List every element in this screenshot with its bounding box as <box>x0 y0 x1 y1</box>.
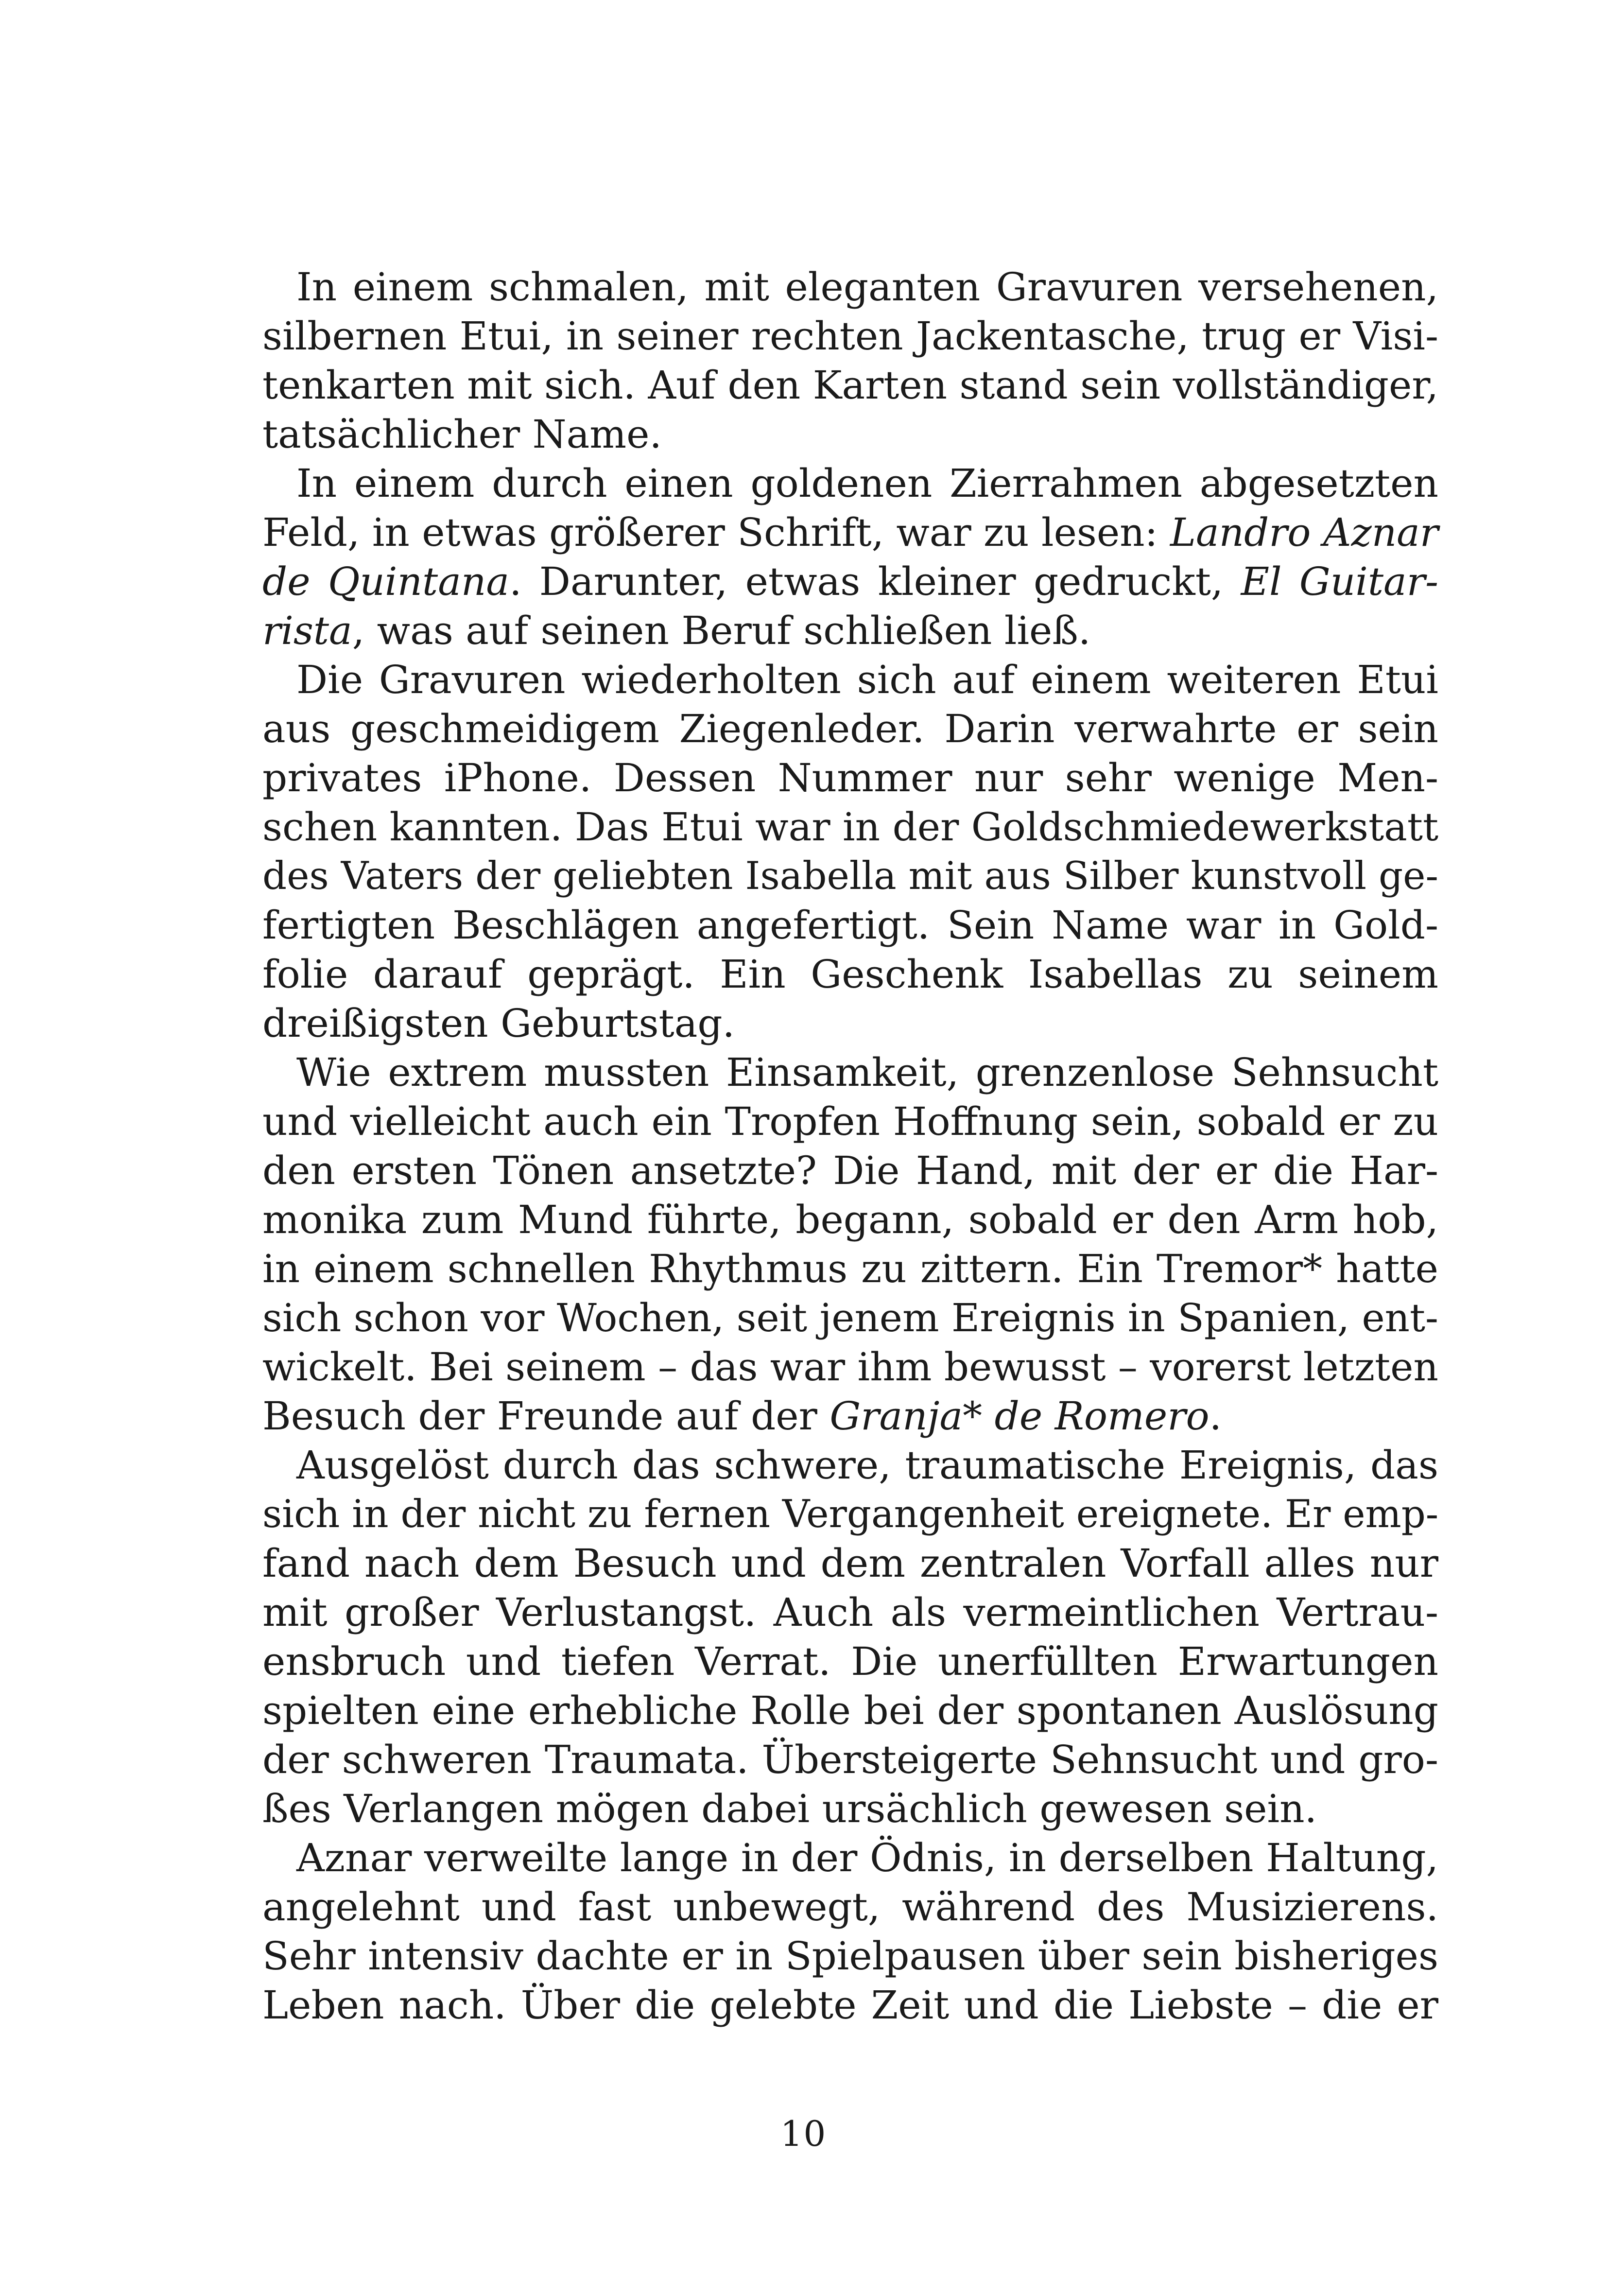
text-run: sich schon vor Wochen, seit jenem Ereignis in Spanien, ent- <box>262 1295 1438 1340</box>
text-line <box>262 1784 1438 1833</box>
text-run: Sehr intensiv dachte er in Spielpausen über sein bisheriges <box>262 1933 1438 1979</box>
text-line <box>262 1490 1438 1539</box>
text-run: Wie extrem mussten Einsamkeit, grenzenlose Sehnsucht <box>296 1050 1438 1095</box>
text-run: Ausgelöst durch das schwere, traumatische Ereignis, das <box>296 1443 1438 1488</box>
text-run: schen kannten. Das Etui war in der Goldschmiedewerkstatt <box>262 804 1439 850</box>
text-run: , was auf seinen Beruf schließen ließ. <box>352 608 1091 653</box>
text-run: dreißigsten Geburtstag. <box>262 1001 735 1046</box>
paragraph-3 <box>262 655 1438 1048</box>
text-line <box>262 1195 1438 1244</box>
paragraph-1 <box>262 262 1438 459</box>
page-number: 10 <box>780 2113 827 2154</box>
text-run: . <box>1209 1393 1222 1439</box>
text-line <box>262 1539 1438 1588</box>
text-line <box>262 1244 1438 1293</box>
text-line <box>262 1588 1438 1637</box>
text-line <box>262 1981 1438 2030</box>
text-run: der schweren Traumata. Übersteigerte Sehnsucht und gro- <box>262 1737 1438 1782</box>
text-line <box>262 999 1438 1048</box>
text-line <box>262 508 1438 557</box>
text-line <box>262 312 1438 361</box>
text-line <box>262 852 1438 901</box>
text-line <box>262 262 1438 312</box>
paragraph-2 <box>262 459 1438 655</box>
text-run: aus geschmeidigem Ziegenleder. Darin verwahrte er sein <box>262 706 1438 751</box>
text-run: In einem durch einen goldenen Zierrahmen abgesetzten <box>296 461 1438 506</box>
text-line <box>262 1441 1438 1490</box>
italic-title: rista <box>262 608 352 653</box>
text-line <box>262 1686 1438 1735</box>
text-line <box>262 802 1438 852</box>
text-run: monika zum Mund führte, begann, sobald er den Arm hob, <box>262 1197 1438 1242</box>
text-run: Die Gravuren wiederholten sich auf einem weiteren Etui <box>296 657 1438 702</box>
text-line <box>262 606 1438 655</box>
text-line <box>262 901 1438 950</box>
text-line <box>262 1833 1438 1882</box>
text-run: angelehnt und fast unbewegt, während des Musizierens. <box>262 1884 1438 1930</box>
text-line <box>262 1735 1438 1784</box>
italic-name: de Quintana <box>262 559 510 604</box>
italic-title: El Guitar- <box>1241 559 1438 604</box>
text-line <box>262 1097 1438 1146</box>
text-run: fand nach dem Besuch und dem zentralen Vorfall alles nur <box>262 1541 1438 1586</box>
text-run: ensbruch und tiefen Verrat. Die unerfüllten Erwartungen <box>262 1639 1438 1684</box>
text-run: Besuch der Freunde auf der <box>262 1393 830 1439</box>
text-run: privates iPhone. Dessen Nummer nur sehr wenige Men- <box>262 755 1438 800</box>
text-run: und vielleicht auch ein Tropfen Hoffnung sein, sobald er zu <box>262 1099 1438 1144</box>
text-line <box>262 1392 1438 1441</box>
text-line <box>262 704 1438 753</box>
text-run: tatsächlicher Name. <box>262 412 662 457</box>
text-line <box>262 1048 1438 1097</box>
body-text <box>262 262 1438 2030</box>
text-run: in einem schnellen Rhythmus zu zittern. Ein Tremor* hatte <box>262 1246 1438 1291</box>
text-run: In einem schmalen, mit eleganten Gravuren versehenen, <box>296 264 1438 310</box>
text-line <box>262 1293 1438 1342</box>
text-line <box>262 1146 1438 1195</box>
text-run: tenkarten mit sich. Auf den Karten stand sein vollständiger, <box>262 363 1438 408</box>
text-run: fertigten Beschlägen angefertigt. Sein Name war in Gold- <box>262 903 1438 948</box>
text-run: . Darunter, etwas kleiner gedruckt, <box>509 559 1241 604</box>
text-line <box>262 1931 1438 1981</box>
text-line <box>262 410 1438 459</box>
text-line <box>262 1637 1438 1686</box>
text-line <box>262 655 1438 704</box>
text-run: des Vaters der geliebten Isabella mit aus Silber kunstvoll ge- <box>262 854 1438 898</box>
text-run: Aznar verweilte lange in der Ödnis, in derselben Haltung, <box>296 1835 1438 1880</box>
paragraph-4 <box>262 1048 1438 1441</box>
text-run: sich in der nicht zu fernen Vergangenheit ereignete. Er emp- <box>262 1492 1439 1536</box>
text-line <box>262 1882 1438 1931</box>
text-line <box>262 753 1438 802</box>
italic-place: Granja* de Romero <box>829 1393 1210 1439</box>
text-run: Feld, in etwas größerer Schrift, war zu lesen: <box>262 510 1170 555</box>
text-run: spielten eine erhebliche Rolle bei der spontanen Auslösung <box>262 1688 1438 1733</box>
text-run: ßes Verlangen mögen dabei ursächlich gewesen sein. <box>262 1786 1317 1831</box>
text-line <box>262 557 1438 606</box>
text-line <box>262 950 1438 999</box>
text-line <box>262 459 1438 508</box>
paragraph-5 <box>262 1441 1438 1833</box>
text-line <box>262 1342 1438 1392</box>
text-run: wickelt. Bei seinem – das war ihm bewusst – vorerst letzten <box>262 1344 1438 1390</box>
text-line <box>262 361 1438 410</box>
text-run: silbernen Etui, in seiner rechten Jackentasche, trug er Visi- <box>262 313 1438 359</box>
text-run: Leben nach. Über die gelebte Zeit und die Liebste – die er <box>262 1983 1438 2028</box>
text-run: mit großer Verlustangst. Auch als vermeintlichen Vertrau- <box>262 1590 1438 1635</box>
text-run: den ersten Tönen ansetzte? Die Hand, mit der er die Har- <box>262 1148 1438 1193</box>
text-run: folie darauf geprägt. Ein Geschenk Isabellas zu seinem <box>262 952 1438 997</box>
italic-name: Landro Aznar <box>1170 510 1438 555</box>
paragraph-6 <box>262 1833 1438 2030</box>
